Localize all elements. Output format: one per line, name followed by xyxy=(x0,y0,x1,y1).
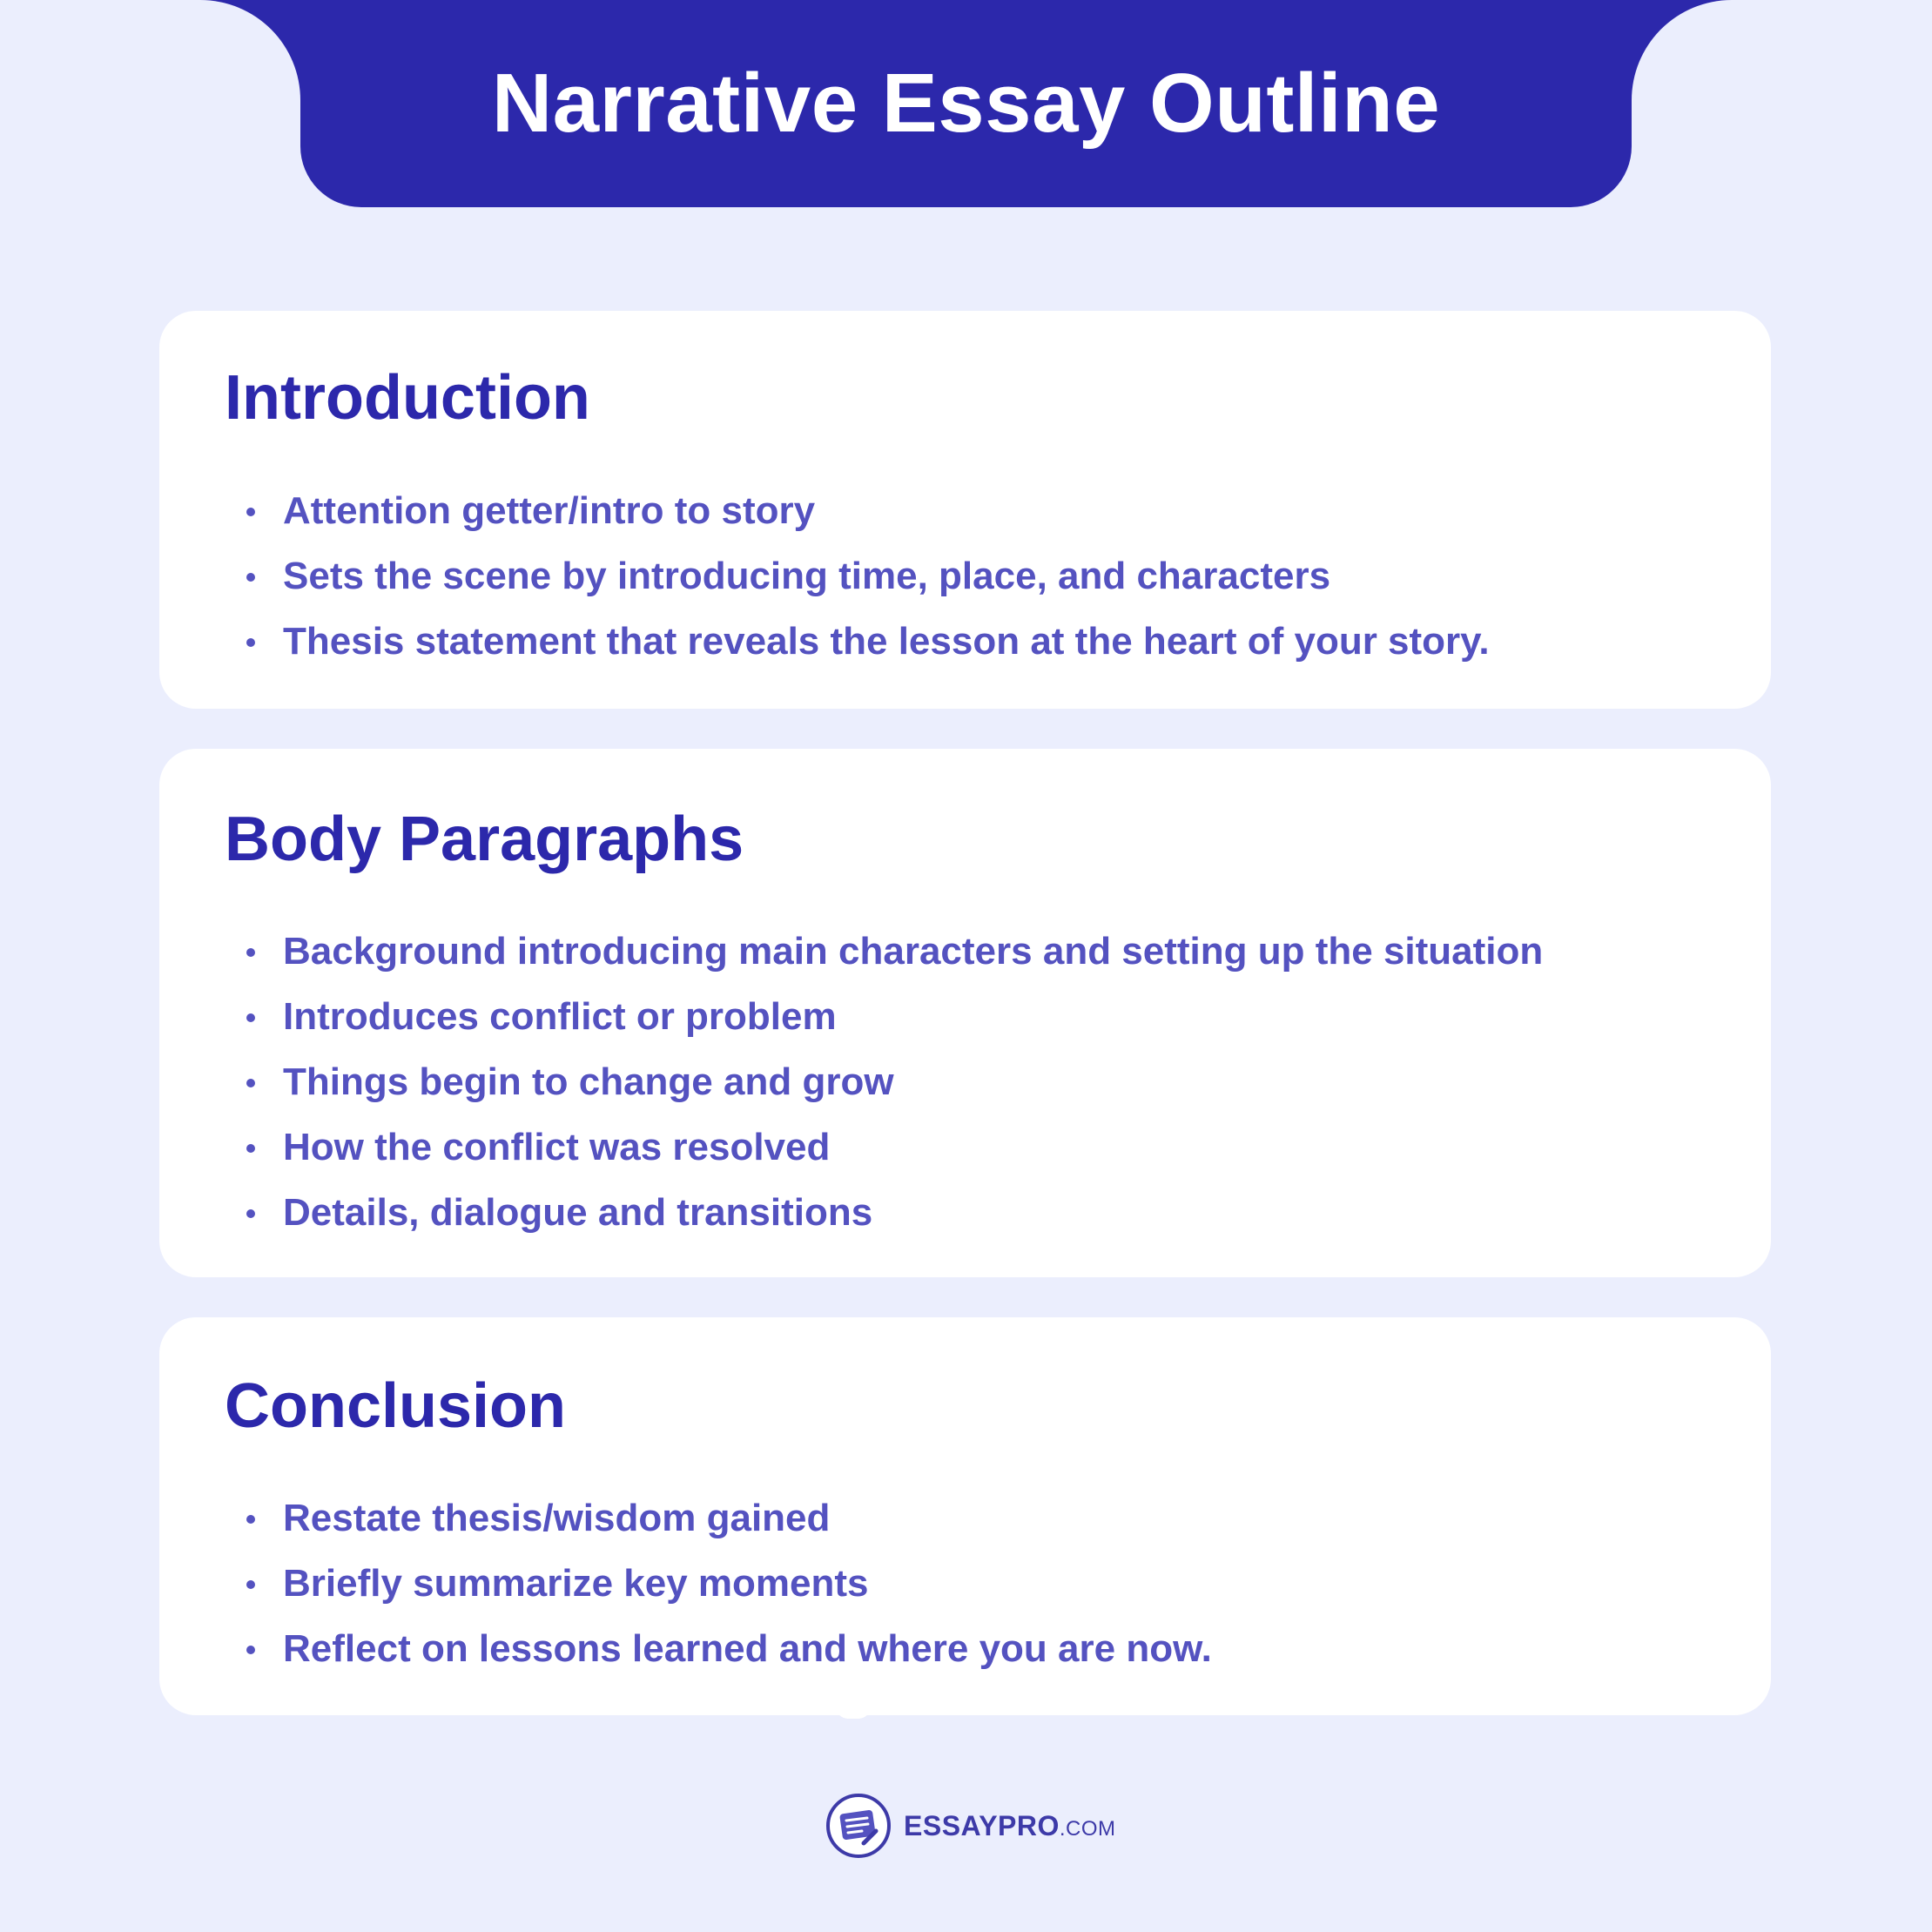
list-item: How the conflict was resolved xyxy=(246,1114,1543,1180)
list-item: Sets the scene by introducing time, place, and characters xyxy=(246,543,1490,609)
list-item: Restate thesis/wisdom gained xyxy=(246,1485,1212,1551)
list-item: Thesis statement that reveals the lesson at the heart of your story. xyxy=(246,609,1490,674)
header-shoulder-right xyxy=(1632,0,1732,100)
introduction-list xyxy=(246,478,1490,674)
conclusion-card xyxy=(159,1317,1771,1715)
list-item: Background introducing main characters and setting up the situation xyxy=(246,919,1543,984)
body-paragraphs-card xyxy=(159,749,1771,1277)
introduction-heading: Introduction xyxy=(225,363,590,433)
conclusion-list xyxy=(246,1485,1212,1681)
essaypro-logo[interactable] xyxy=(825,1793,1116,1859)
list-item: Briefly summarize key moments xyxy=(246,1551,1212,1616)
header-banner xyxy=(200,0,1732,209)
list-item: Details, dialogue and transitions xyxy=(246,1180,1543,1245)
body-paragraphs-list xyxy=(246,919,1543,1245)
essay-document-pen-icon xyxy=(825,1793,892,1859)
list-item: Attention getter/intro to story xyxy=(246,478,1490,543)
list-item: Reflect on lessons learned and where you are now. xyxy=(246,1616,1212,1681)
page-title: Narrative Essay Outline xyxy=(491,57,1441,150)
header-shoulder-left xyxy=(200,0,300,100)
introduction-card xyxy=(159,311,1771,709)
list-item: Introduces conflict or problem xyxy=(246,984,1543,1049)
list-item: Things begin to change and grow xyxy=(246,1049,1543,1114)
card-notch xyxy=(836,1706,871,1719)
conclusion-heading: Conclusion xyxy=(225,1371,566,1441)
logo-wordmark: ESSAYPRO.COM xyxy=(904,1809,1116,1841)
body-paragraphs-heading: Body Paragraphs xyxy=(225,804,744,874)
header-tab xyxy=(300,0,1632,207)
